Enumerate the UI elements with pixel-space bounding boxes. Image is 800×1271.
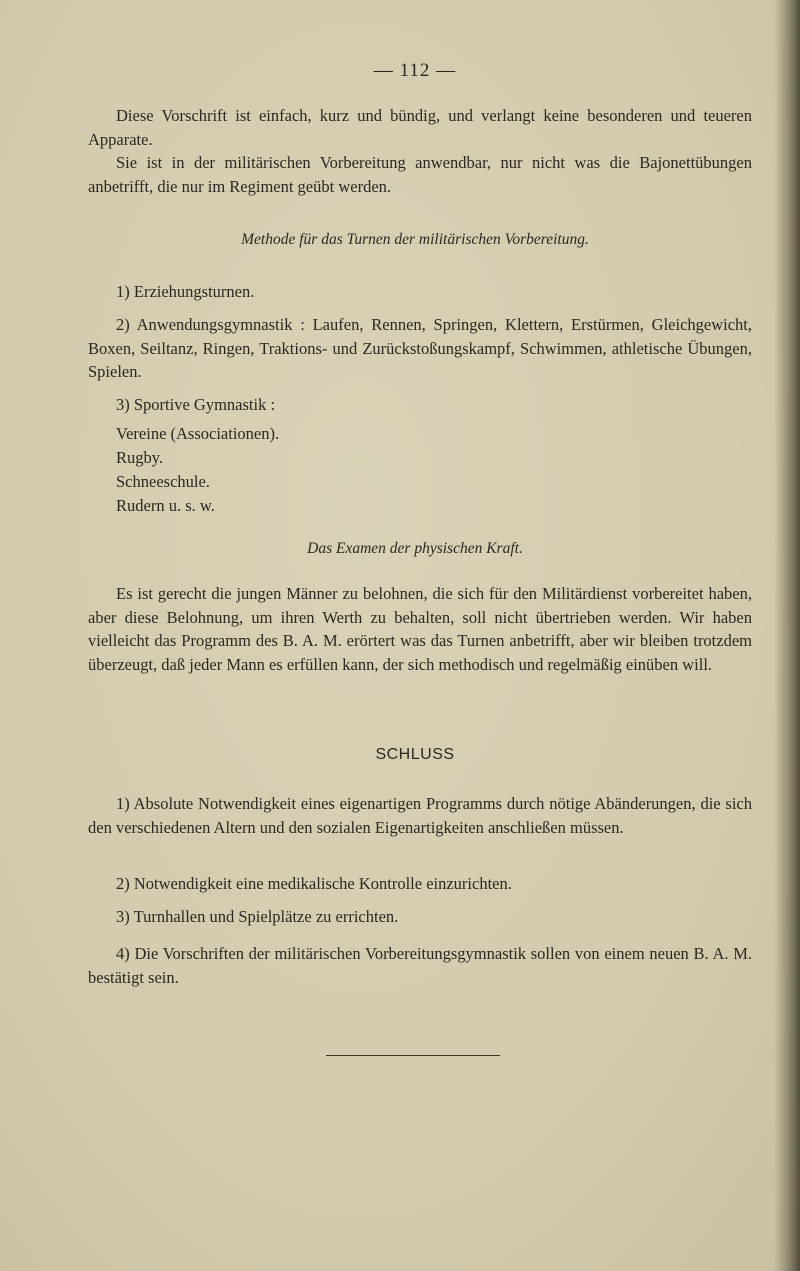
method-sub-item: Schneeschule.	[116, 472, 210, 491]
end-rule	[326, 1055, 500, 1056]
section-heading-exam: Das Examen der physischen Kraft.	[307, 540, 523, 557]
method-item-3: 3) Sportive Gymnastik :	[116, 395, 276, 414]
method-item-1: 1) Erziehungsturnen.	[116, 282, 255, 301]
conclusion-item-2: 2) Notwendigkeit eine medikalische Kontrolle einzurichten.	[116, 874, 512, 893]
intro-paragraph-2: Sie ist in der militärischen Vorbereitung anwendbar, nur nicht was die Bajonettübungen anbetrifft, die nur im Regiment geübt werden.	[88, 153, 752, 196]
conclusion-item-4: 4) Die Vorschriften der militärischen Vorbereitungsgymnastik sollen von einem neuen B. A. M. bestätigt sein.	[88, 944, 752, 987]
page-binding-shadow	[774, 0, 800, 1271]
method-sub-item: Vereine (Associationen).	[116, 424, 280, 443]
method-item-2: 2) Anwendungsgymnastik : Laufen, Rennen, Springen, Klettern, Erstürmen, Gleichgewicht, Boxen, Seiltanz, Ringen, Traktions- und Zurückstoßungskampf, Schwimmen, athletische Übungen, Spielen.	[88, 315, 752, 381]
section-heading-method: Methode für das Turnen der militärischen Vorbereitung.	[241, 231, 589, 248]
conclusion-item-1: 1) Absolute Notwendigkeit eines eigenartigen Programms durch nötige Abänderungen, die sich den verschiedenen Altern und den sozialen Eigenartigkeiten anschließen müssen.	[88, 794, 752, 837]
conclusion-item-3: 3) Turnhallen und Spielplätze zu errichten.	[116, 907, 399, 926]
intro-paragraph-1: Diese Vorschrift ist einfach, kurz und bündig, und verlangt keine besonderen und teueren Apparate.	[88, 106, 752, 149]
exam-paragraph: Es ist gerecht die jungen Männer zu belohnen, die sich für den Militärdienst vorbereitet haben, aber diese Belohnung, um ihren Werth zu behalten, soll nicht übertrieben werden. Wir haben vielleicht das Programm des B. A. M. erörtert was das Turnen anbetrifft, aber wir bleiben trotzdem überzeugt, daß jeder Mann es erfüllen kann, der sich methodisch und regelmäßig einüben will.	[88, 584, 752, 674]
method-sub-item: Rugby.	[116, 448, 164, 467]
page-number: — 112 —	[373, 60, 457, 81]
conclusion-heading: SCHLUSS	[375, 746, 455, 763]
method-sub-item: Rudern u. s. w.	[116, 496, 215, 515]
